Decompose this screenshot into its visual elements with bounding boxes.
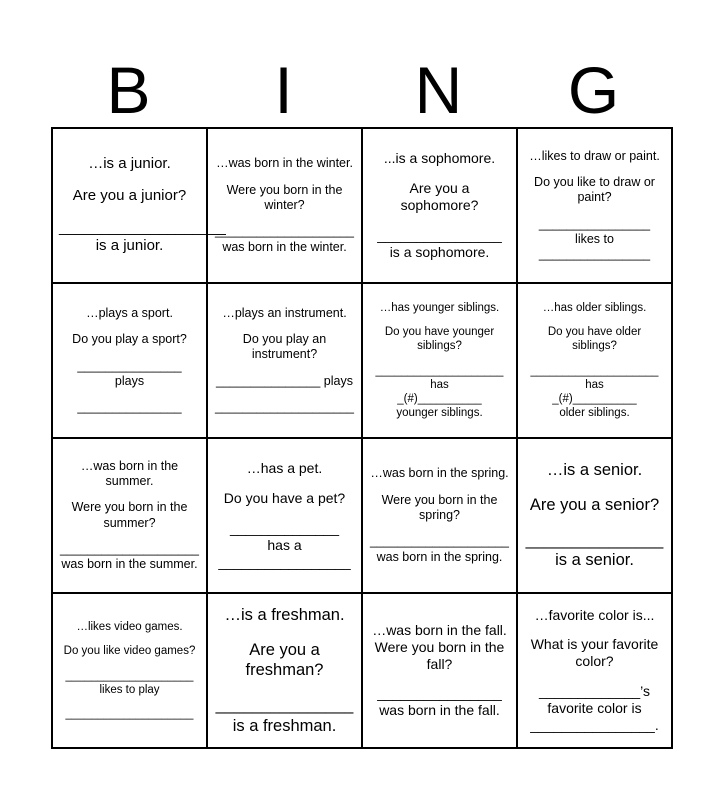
cell-spacer <box>369 523 510 534</box>
cell-text: likes to play <box>99 683 160 696</box>
cell-text: is a junior. <box>95 237 164 255</box>
cell-spacer <box>524 315 665 325</box>
cell-text: Do you have older siblings? <box>547 326 642 353</box>
bingo-cell[interactable] <box>362 438 517 593</box>
cell-spacer <box>369 167 510 180</box>
cell-title: ...is a sophomore. <box>383 150 496 167</box>
bingo-row <box>52 128 672 283</box>
cell-spacer <box>214 389 355 400</box>
cell-text: _____________’s <box>538 683 651 700</box>
cell-text: _________________ <box>218 553 351 570</box>
bingo-cell[interactable] <box>207 593 362 748</box>
cell-spacer <box>524 516 665 531</box>
bingo-row <box>52 438 672 593</box>
cell-text: Are you a junior? <box>72 187 187 205</box>
bingo-cell[interactable] <box>362 128 517 283</box>
cell-spacer <box>59 658 200 668</box>
cell-text: ________________ <box>377 685 502 702</box>
cell-text: ________________ <box>377 226 502 243</box>
cell-spacer <box>369 673 510 686</box>
cell-title: …has younger siblings. <box>379 302 500 315</box>
cell-text: ____________________ <box>65 669 194 682</box>
cell-title: …likes to draw or paint. <box>529 148 660 163</box>
cell-text: ____________________ <box>214 400 355 415</box>
cell-title: …is a junior. <box>88 155 171 173</box>
cell-text: is a freshman. <box>232 716 337 735</box>
cell-title: …plays an instrument. <box>222 305 347 320</box>
bingo-cell[interactable] <box>517 128 672 283</box>
cell-title: …was born in the winter. <box>216 156 353 171</box>
cell-text: ____________________ <box>369 534 510 549</box>
cell-text: ____________________ <box>214 224 355 239</box>
cell-spacer <box>524 624 665 637</box>
header-letter-g: G <box>567 53 620 127</box>
cell-spacer <box>214 507 355 520</box>
cell-spacer <box>59 531 200 542</box>
cell-spacer <box>59 321 200 332</box>
cell-text: ____________________ <box>59 219 226 236</box>
cell-text: _______________ plays <box>216 373 353 388</box>
cell-spacer <box>214 321 355 332</box>
cell-spacer <box>59 697 200 707</box>
cell-text: is a sophomore. <box>389 243 490 260</box>
cell-text: Do you have younger siblings? <box>384 326 495 353</box>
cell-spacer <box>59 174 200 188</box>
cell-text: Do you like to draw or paint? <box>534 175 655 205</box>
cell-text: has a <box>267 536 302 553</box>
cell-text: Do you have a pet? <box>223 489 346 506</box>
bingo-cell[interactable] <box>207 283 362 438</box>
bingo-cell[interactable] <box>52 283 207 438</box>
cell-text: Were you born in the spring? <box>381 492 498 522</box>
cell-text: ________________ <box>538 247 651 262</box>
cell-title: …was born in the summer. <box>80 458 179 488</box>
cell-text: is a senior. <box>555 551 634 570</box>
cell-title: …was born in the fall. <box>372 621 507 638</box>
bingo-cell[interactable] <box>517 283 672 438</box>
cell-title: …is a freshman. <box>224 606 345 625</box>
cell-text: was born in the spring. <box>376 549 503 564</box>
cell-text: _______________ <box>77 400 182 415</box>
cell-spacer <box>214 477 355 490</box>
cell-text: younger siblings. <box>396 406 483 419</box>
cell-text: has <box>585 378 604 391</box>
cell-text: _(#)__________ <box>397 392 482 405</box>
header-letter-n: N <box>414 53 463 127</box>
cell-spacer <box>369 315 510 325</box>
cell-spacer <box>214 625 355 640</box>
header-letter-i: I <box>274 53 293 127</box>
cell-text: Do you play a sport? <box>72 332 187 346</box>
cell-text: was born in the fall. <box>379 702 500 719</box>
cell-text: ____________________ <box>65 708 194 721</box>
cell-text: likes to <box>575 232 614 246</box>
cell-spacer <box>524 353 665 363</box>
cell-spacer <box>59 347 200 358</box>
header-letter-b: B <box>106 53 151 127</box>
cell-title: …has a pet. <box>246 460 323 477</box>
bingo-cell[interactable] <box>362 593 517 748</box>
cell-text: Were you born in the summer? <box>71 500 188 530</box>
bingo-cell[interactable] <box>207 438 362 593</box>
cell-text: _______________ <box>77 358 182 373</box>
cell-text: _______________ <box>525 531 664 550</box>
cell-spacer <box>369 481 510 492</box>
bingo-cell[interactable] <box>517 438 672 593</box>
cell-title: …favorite color is... <box>534 606 655 623</box>
cell-spacer <box>59 634 200 644</box>
cell-title: …has older siblings. <box>542 302 647 315</box>
bingo-header <box>51 50 671 128</box>
cell-spacer <box>524 481 665 496</box>
cell-spacer <box>524 671 665 684</box>
bingo-grid <box>51 127 673 749</box>
cell-spacer <box>524 164 665 175</box>
cell-text: was born in the winter. <box>222 239 347 254</box>
cell-text: was born in the summer. <box>61 557 198 572</box>
cell-spacer <box>59 389 200 400</box>
cell-title: …plays a sport. <box>86 305 173 320</box>
cell-spacer <box>524 206 665 217</box>
cell-title: …was born in the spring. <box>370 466 509 481</box>
cell-spacer <box>369 353 510 363</box>
cell-title: …is a senior. <box>546 461 643 480</box>
cell-text: ____________________ <box>59 542 200 556</box>
cell-text: What is your favorite color? <box>530 636 659 670</box>
cell-text: ____________________ <box>530 364 659 377</box>
bingo-row <box>52 283 672 438</box>
cell-text: ______________ <box>229 519 339 536</box>
cell-spacer <box>59 206 200 220</box>
cell-title: …likes video games. <box>76 620 183 633</box>
cell-text: plays <box>114 373 145 388</box>
cell-text: _______________ <box>215 696 354 715</box>
cell-spacer <box>214 681 355 696</box>
cell-text: Are you a sophomore? <box>400 179 479 213</box>
cell-text: older siblings. <box>559 406 630 419</box>
cell-text: Do you play an instrument? <box>242 332 327 362</box>
bingo-row <box>52 593 672 748</box>
cell-text: favorite color is <box>547 700 642 717</box>
bingo-cell[interactable] <box>362 283 517 438</box>
cell-text: Were you born in the fall? <box>374 638 505 672</box>
cell-spacer <box>59 489 200 500</box>
cell-text: ________________. <box>530 717 659 734</box>
cell-spacer <box>214 171 355 182</box>
bingo-cell[interactable] <box>517 593 672 748</box>
cell-text: Were you born in the winter? <box>226 182 343 212</box>
bingo-cell[interactable] <box>52 438 207 593</box>
cell-text: Are you a freshman? <box>245 641 324 680</box>
bingo-cell[interactable] <box>207 128 362 283</box>
cell-text: _(#)__________ <box>552 392 637 405</box>
cell-text: ____________________ <box>375 364 504 377</box>
cell-text: Do you like video games? <box>63 645 196 658</box>
cell-text: Are you a senior? <box>529 496 660 515</box>
bingo-cell[interactable] <box>52 128 226 283</box>
cell-text: has <box>430 378 449 391</box>
bingo-cell[interactable] <box>52 593 207 748</box>
cell-spacer <box>369 214 510 227</box>
cell-spacer <box>214 363 355 374</box>
cell-text: ________________ <box>538 216 651 231</box>
cell-spacer <box>214 213 355 224</box>
